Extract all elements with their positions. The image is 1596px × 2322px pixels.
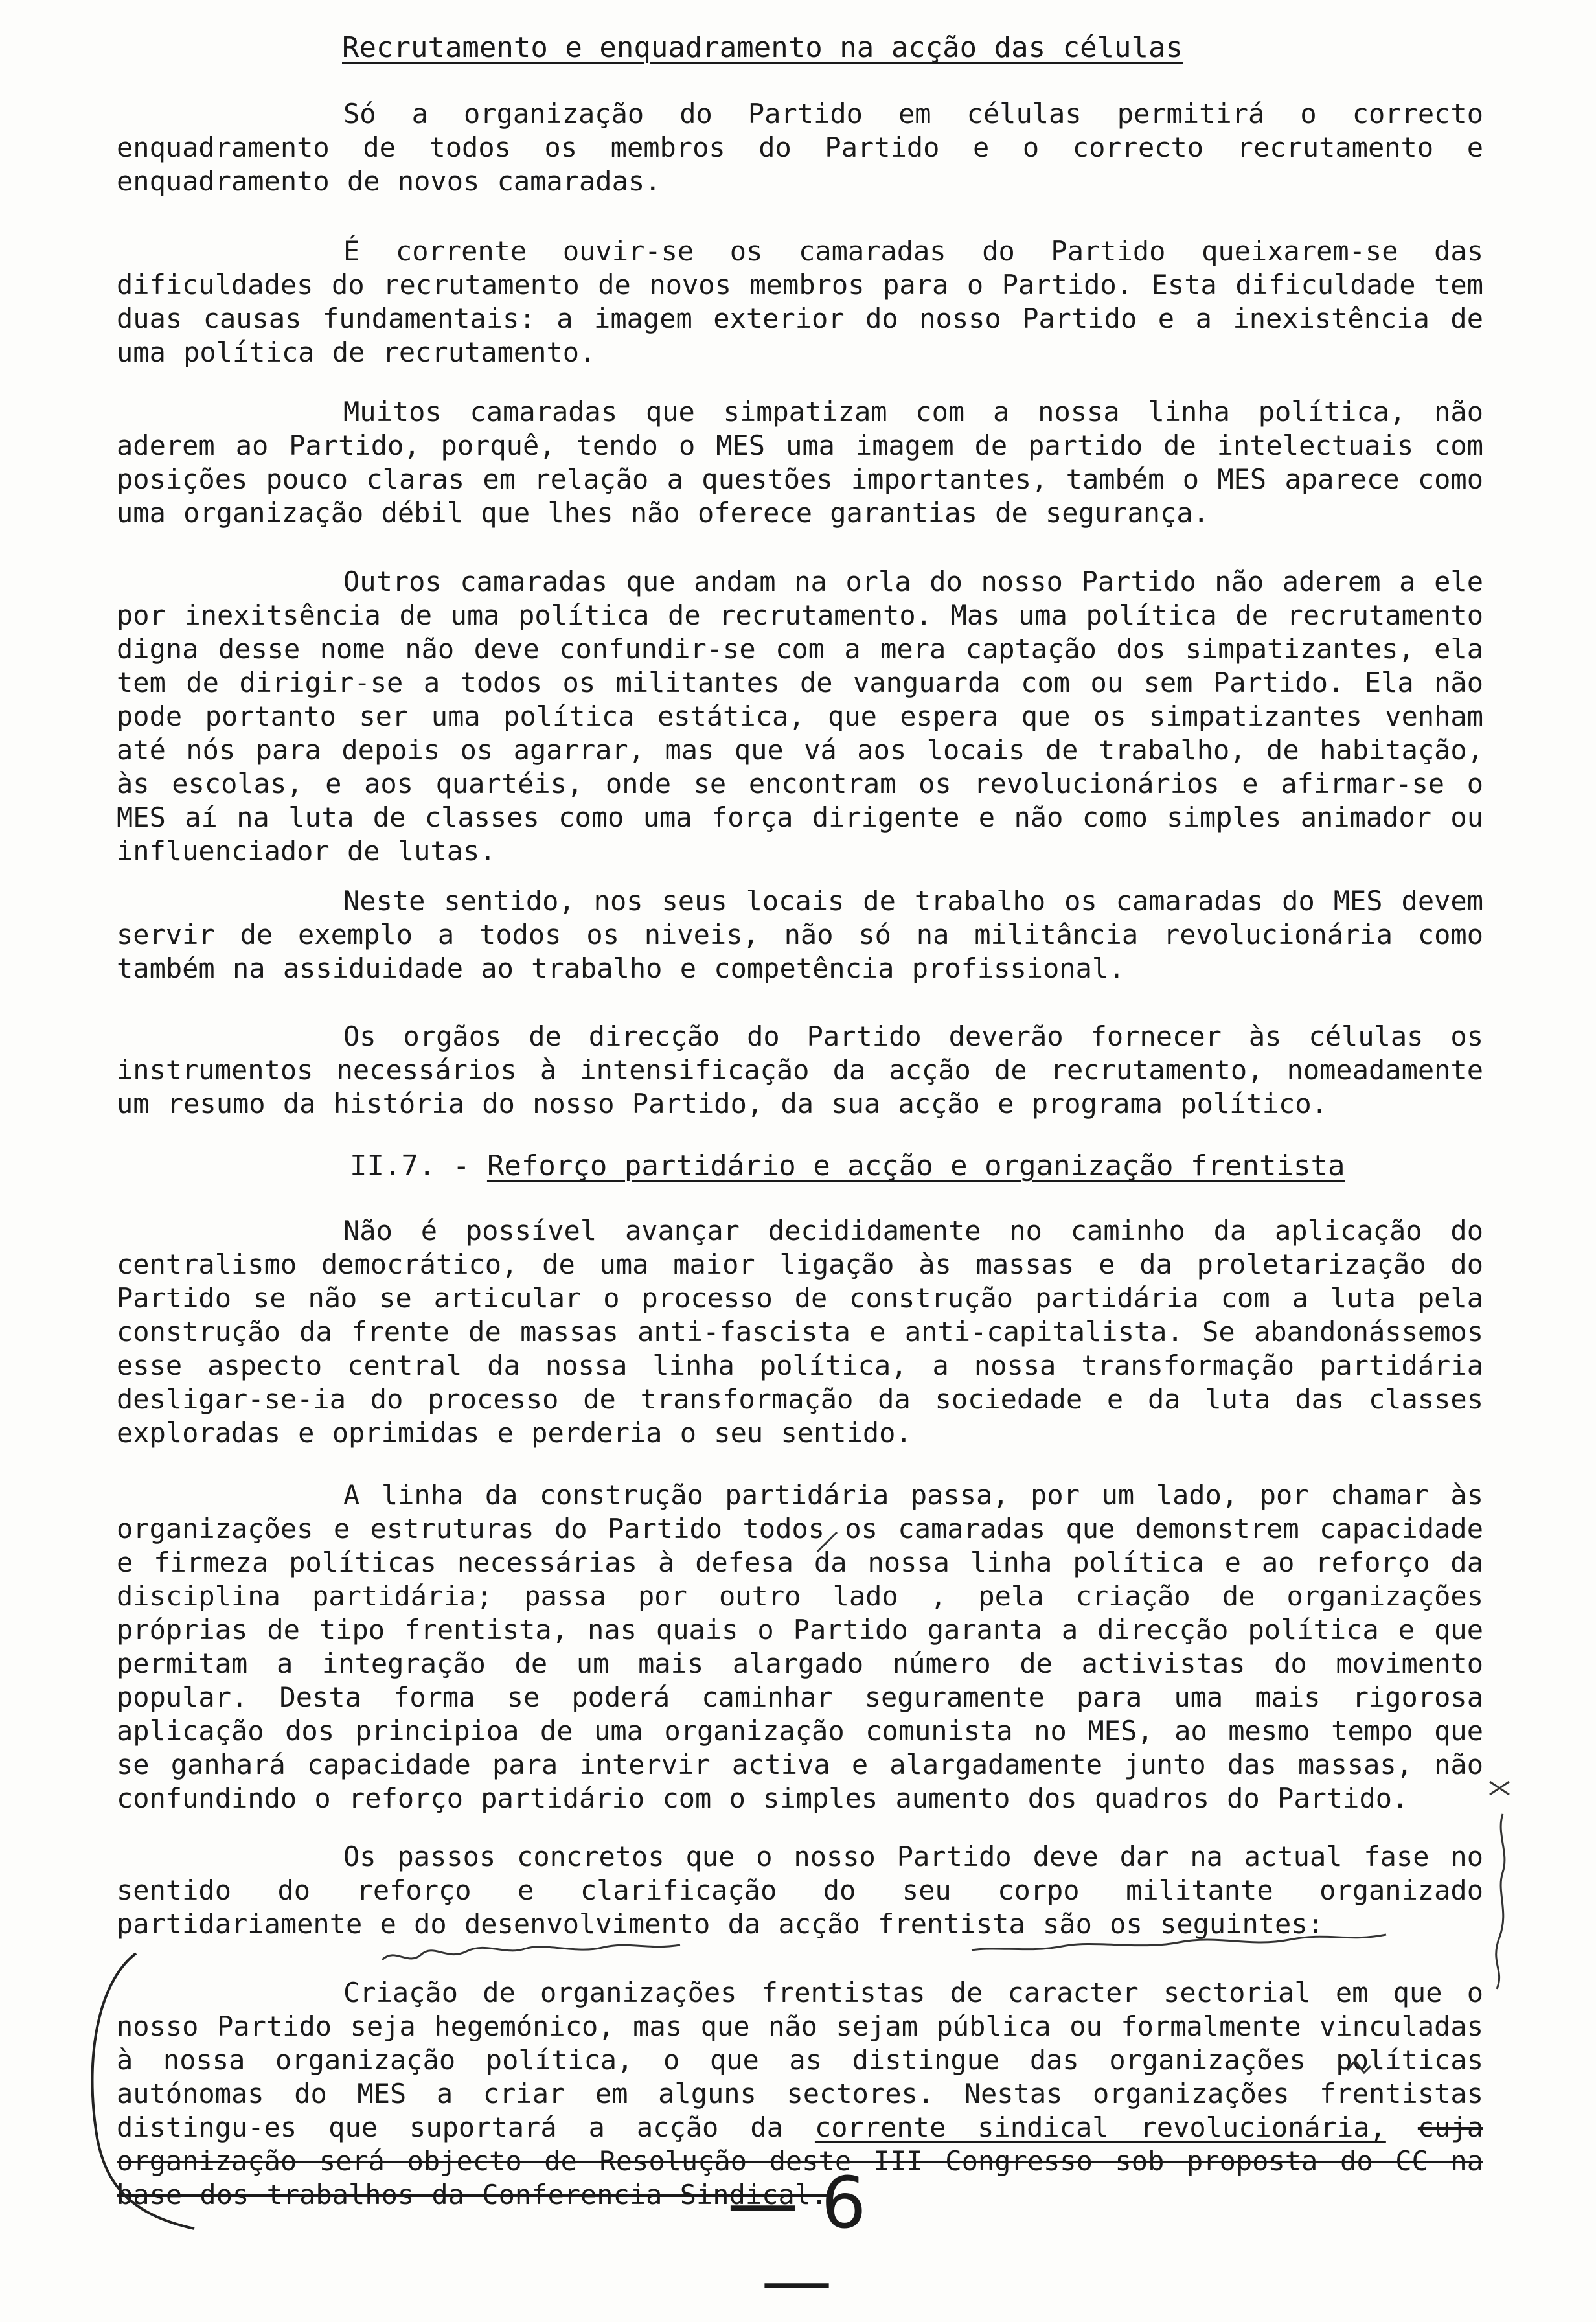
paragraph-10-text-b: que suportará a acção da — [328, 2111, 783, 2143]
small-mark — [1347, 2061, 1371, 2073]
margin-bracket — [93, 1953, 195, 2229]
scribble-right-margin — [1490, 1782, 1509, 1989]
paragraph-9: Os passos concretos que o nosso Partido deve dar na actual fase no sentido do reforço e clarificação do seu corpo militante organizado partidariamente e do desenvolvimento da acção frentista são os seguintes: — [117, 1841, 1483, 1940]
small-arrow — [817, 1532, 837, 1552]
paragraph-3: Muitos camaradas que simpatizam com a nossa linha política, não aderem ao Partido, porquê, tendo o MES uma imagem de partido de intelectuais com posições pouco claras em relação a questões importantes, também o MES aparece como uma organização débil que lhes não oferece garantias de segurança. — [117, 396, 1483, 529]
struck-through-text: cuja organização será objecto de Resolução deste III Congresso sob proposta do CC na base dos trabalhos da Conferencia Sindical. — [117, 2111, 1483, 2211]
paragraph-2: É corrente ouvir-se os camaradas do Partido queixarem-se das dificuldades do recrutamento de novos membros para o Partido. Esta dificuldade tem duas causas fundamentais: a imagem exterior do nosso Partido e a inexistência de uma política de recrutamento. — [117, 235, 1483, 368]
paragraph-1: Só a organização do Partido em células permitirá o correcto enquadramento de todos os membros do Partido e o correcto recrutamento e enquadramento de novos camaradas. — [117, 98, 1483, 197]
paragraph-4: Outros camaradas que andam na orla do nosso Partido não aderem a ele por inexitsência de uma política de recrutamento. Mas uma política de recrutamento digna desse nome não deve confundir-se com a mera captação dos simpatizantes, ela tem de dirigir-se a todos os militantes de vanguarda com ou sem Partido. Ela não pode portanto ser uma política estática, que espera que os simpatizantes venham até nós para depois os agarrar, mas que vá aos locais de trabalho, de habitação, às escolas, e aos quartéis, onde se encontram os revolucionários e afirmar-se o MES aí na luta de classes como uma força dirigente e não como simples animador ou influenciador de lutas. — [117, 566, 1483, 867]
paragraph-5: Neste sentido, nos seus locais de trabalho os camaradas do MES devem servir de exemplo a todos os niveis, não só na militância revolucionária como também na assiduidade ao trabalho e competência profissional. — [117, 885, 1483, 984]
underlined-phrase: corrente sindical revolucionária, — [814, 2111, 1386, 2143]
paragraph-7: Não é possível avançar decididamente no caminho da aplicação do centralismo democrático, de uma maior ligação às massas e da proletarização do Partido se não se articular o processo de construção partidária com a luta pela construção da frente de massas anti-fascista e anti-capitalista. Se abandonássemos esse aspecto central da nossa linha política, a nossa transformação partidária desligar-se-ia do processo de transformação da sociedade e da luta das classes exploradas e oprimidas e perderia o seu sentido. — [117, 1215, 1483, 1449]
subsection-number: II.7. - — [350, 1149, 470, 1182]
paragraph-6: Os orgãos de direcção do Partido deverão fornecer às células os instrumentos necessários à intensificação da acção de recrutamento, nomeadamente um resumo da história do nosso Partido, da sua acção e programa político. — [117, 1020, 1483, 1120]
scribble-top-right — [972, 1935, 1386, 1950]
section-heading-text: Recrutamento e enquadramento na acção das células — [342, 31, 1183, 64]
paragraph-10-text-a: Criação de organizações frentistas de caracter sectorial em que o nosso Partido seja hegemónico, mas que não sejam pública ou formalmente vinculadas à nossa organização política, o que as distingue das organizações políticas autónomas do MES a criar em alguns sectores. Nestas organizações frentistas distingu-es — [117, 1977, 1483, 2143]
paragraph-8: A linha da construção partidária passa, por um lado, por chamar às organizações e estruturas do Partido todos os camaradas que demonstrem capacidade e firmeza políticas necessárias à defesa da nossa linha política e ao reforço da disciplina partidária; passa por outro lado , pela criação de organizações próprias de tipo frentista, nas quais o Partido garanta a direcção política e que permitam a integração de um mais alargado número de activistas do movimento popular. Desta forma se poderá caminhar seguramente para uma mais rigorosa aplicação dos principioa de uma organização comunista no MES, ao mesmo tempo que se ganhará capacidade para intervir activa e alargadamente junto das massas, não confundindo o reforço partidário com o simples aumento dos quadros do Partido. — [117, 1479, 1483, 1814]
scribble-top-left — [382, 1945, 680, 1960]
page-number: — 6 — — [727, 2161, 867, 2322]
subsection-title: Reforço partidário e acção e organização frentista — [486, 1149, 1345, 1182]
